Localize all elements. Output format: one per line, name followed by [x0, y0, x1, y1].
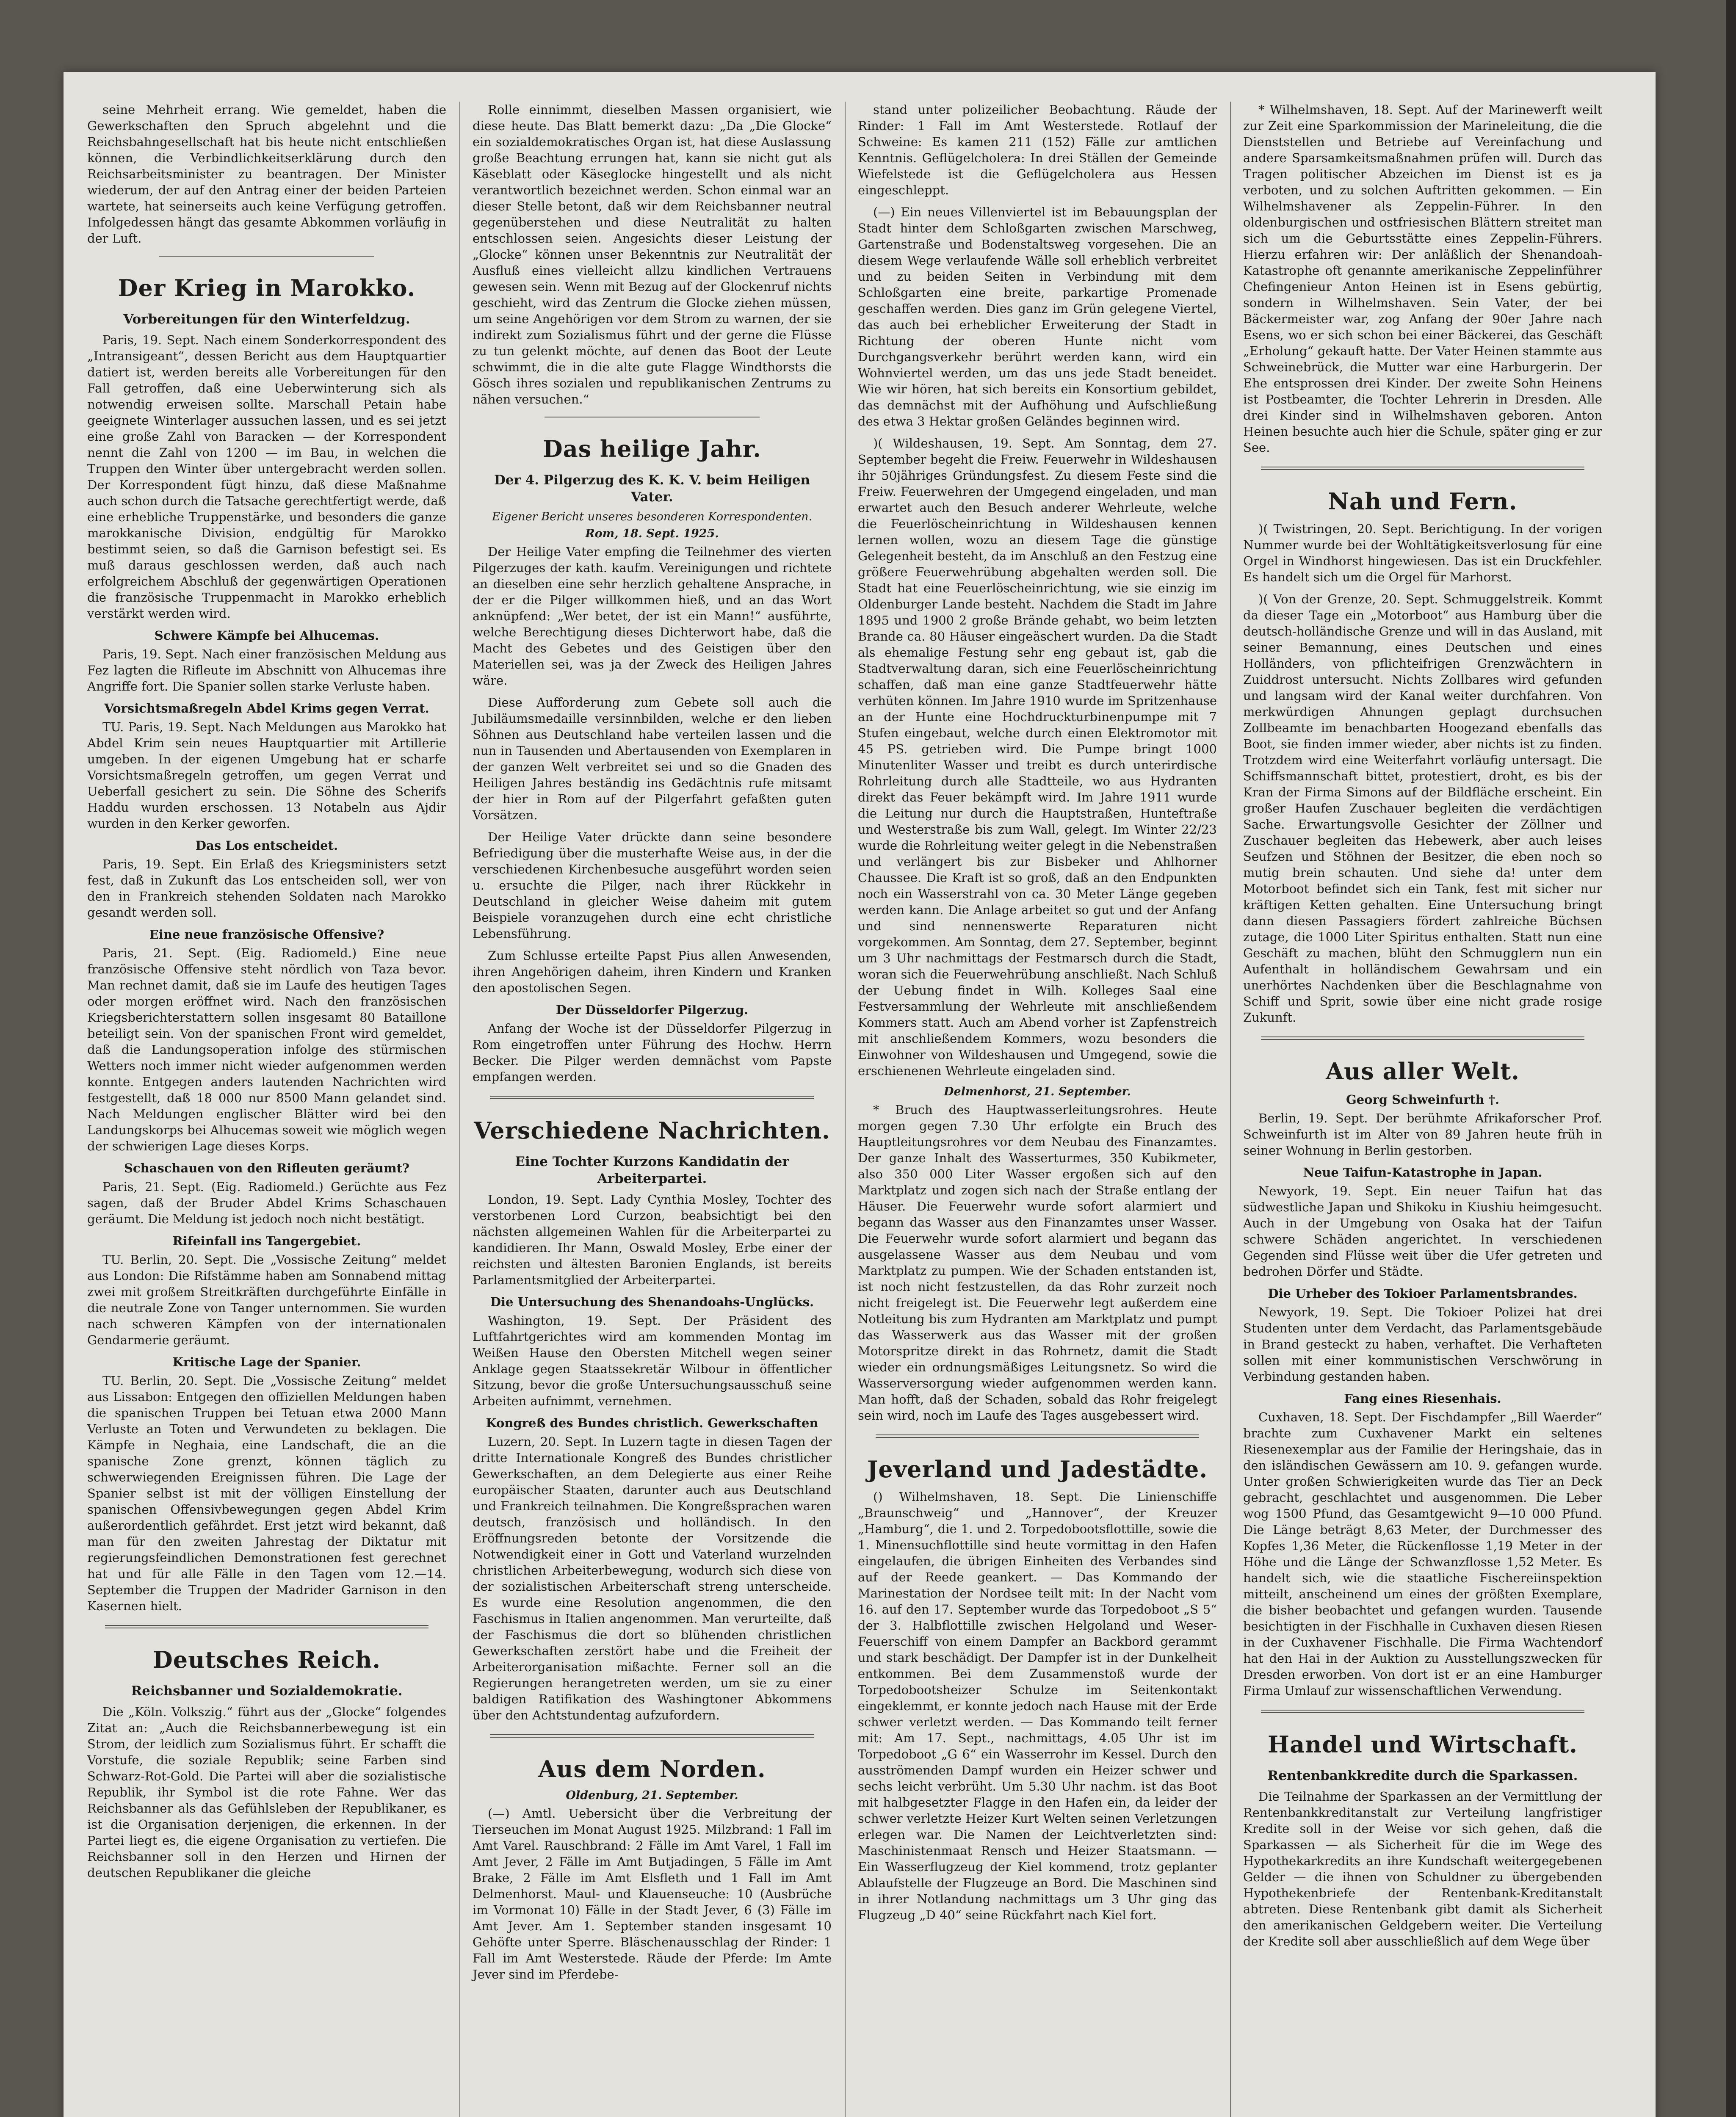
- article-headline: Rifeinfall ins Tangergebiet.: [172, 1234, 361, 1248]
- article-text: TU. Berlin, 20. Sept. Die „Vossische Zeitung“ meldet aus Lissabon: Entgegen den offiziellen Meldungen haben die spanischen Truppen bei Tetuan etwa 2000 Mann Verluste an Toten und Verwundeten zu beklagen. Die Kämpfe in Neghaia, eine Landschaft, die an die spanische Zone grenzt, können täglich zu schwerwiegenden Ereignissen führen. Die Lage der Spanier selbst ist mit der völligen Einstellung der spanischen Offensivbewegungen gegen Abdel Krim außerordentlich gefährdet. Erst jetzt wird bekannt, daß man für den zweiten Jahrestag der Diktatur mit regierungsfeindlichen Demonstrationen fest gerechnet hat und für alle Fälle in den Tagen vom 12.—14. September die Truppen der Madrider Garnison in den Kasernen hielt.: [87, 1374, 446, 1613]
- article-text: Newyork, 19. Sept. Die Tokioer Polizei hat drei Studenten unter dem Verdacht, das Parlamentsgebäude in Brand gesteckt zu haben, verhaftet. Die Verhafteten sollen mit einer kommunistischen Verschwörung in Verbindung gestanden haben.: [1243, 1305, 1602, 1384]
- article-text: TU. Paris, 19. Sept. Nach Meldungen aus Marokko hat Abdel Krim sein neues Hauptquartier mit Artillerie umgeben. In der eigenen Umgebung hat er scharfe Vorsichtsmaßregeln getroffen, um gegen Verrat und Ueberfall gesichert zu sein. Die Söhne des Scherifs Haddu wurden erschossen. 13 Notabeln aus Ajdir wurden in den Kerker geworfen.: [87, 720, 446, 831]
- article-headline: Die Untersuchung des Shenandoahs-Unglücks.: [490, 1295, 814, 1309]
- article-headline: Kongreß des Bundes christlich. Gewerkschaften: [486, 1416, 818, 1430]
- article-headline: Eine neue französische Offensive?: [149, 927, 384, 942]
- separator: [1261, 467, 1584, 470]
- article-text: Luzern, 20. Sept. In Luzern tagte in diesen Tagen der dritte Internationale Kongreß des Bundes christlicher Gewerkschaften, an dem Delegierte aus einer Reihe europäischer Staaten, darunter auch aus Deutschland und Frankreich teilnahmen. Die Kongreßsprachen waren deutsch, französisch und holländisch. In den Eröffnungsreden betonte der Vorsitzende die Notwendigkeit einer in Gott und Vaterland wurzelnden christlichen Arbeiterbewegung, wodurch sich diese von der sozialistischen Arbeiterschaft streng unterscheide. Es wurde eine Resolution angenommen, die den Faschismus in Italien angenommen. Man verurteilte, daß der Faschismus die dort so blühenden christlichen Gewerkschaften zerstört habe und die Freiheit der Arbeiterorganisation mißachte. Ferner soll an die Regierungen herangetreten werden, um sie zu einer baldigen Ratifikation des Washingtoner Abkommens über den Achtstundentag aufzufordern.: [473, 1434, 832, 1722]
- article-text: )( Von der Grenze, 20. Sept. Schmuggelstreik. Kommt da dieser Tage ein „Motorboot“ aus Hamburg über die deutsch-holländische Grenze und will in das Ausland, mit seiner Bemannung, eines Deutschen und eines Holländers, von pflichteifrigen Grenzwächtern in Zuiddrost untersucht. Nichts Zollbares wird gefunden und langsam wird der Kanal weiter durchfahren. Von merkwürdigen Ahnungen geplagt durchsuchen Zollbeamte im benachbarten Hoogezand ebenfalls das Boot, sie finden immer wieder, aber nichts ist zu finden. Trotzdem wird eine Weiterfahrt vorläufig untersagt. Die Schiffsmannschaft bittet, protestiert, droht, es bis der Kran der Firma Simons auf der Bildfläche erscheint. Ein großer Haufen Zuschauer begleiten die verdächtigen Sache. Erwartungsvolle Gesichter der Zöllner und Zuschauer begleiten das Hebewerk, aber auch leises Seufzen und Stöhnen der Besitzer, die eben noch so mutig brein schauten. Und siehe da! unter dem Motorboot befindet sich ein Tank, fest mit sicher nur kräftigen Ketten gehalten. Eine Untersuchung bringt dann diesen Passagiers fördert zahlreiche Büchsen zutage, die 1000 Liter Spiritus enthalten. Statt nun eine Geschäft zu machen, blüht den Schmugglern nun ein Aufenthalt in holländischem Gewahrsam und ein unerhörtes Nachdenken über die Beschlagnahme von Schiff und Sprit, sowie über eine nicht grade rosige Zukunft.: [1243, 592, 1602, 1025]
- section-heading: Aus dem Norden.: [538, 1755, 766, 1783]
- article-text: Newyork, 19. Sept. Ein neuer Taifun hat das südwestliche Japan und Shikoku in Kiushiu heimgesucht. Auch in der Umgebung von Osaka hat der Taifun schwere Schäden angerichtet. In verschiedenen Gegenden sind Flüsse weit über die Ufer getreten und bedrohen Dörfer und Städte.: [1243, 1184, 1602, 1279]
- article-text: Paris, 21. Sept. (Eig. Radiomeld.) Eine neue französische Offensive steht nördlich von Taza bevor. Man rechnet damit, daß sie im Laufe des heutigen Tages oder morgen eröffnet wird. Nach den französischen Kriegsberichterstattern sollen insgesamt 80 Bataillone beteiligt sein. Von der spanischen Front wird gemeldet, daß die Landungsoperation infolge des stürmischen Wetters noch immer nicht wieder aufgenommen werden konnte. Entgegen anders lautenden Nachrichten wird festgestellt, daß 18 000 nur 8500 Mann gelandet sind. Nach Meldungen englischer Blätter wird bei den Landungskorps bei Alhucemas soweit wie möglich wegen der schwierigen Lage dieses Korps.: [87, 946, 446, 1153]
- article-headline: Das Los entscheidet.: [195, 838, 338, 853]
- dateline: Rom, 18. Sept. 1925.: [585, 527, 719, 540]
- section-heading: Das heilige Jahr.: [542, 435, 762, 462]
- article-text: )( Wildeshausen, 19. Sept. Am Sonntag, dem 27. September begeht die Freiw. Feuerwehr in Wildeshausen ihr 50jähriges Gründungsfest. Zu diesem Feste sind die Freiw. Feuerwehren der Umgegend eingeladen, und man erwartet auch den Besuch anderer Wehrleute, welche die Feuerlöscheinrichtung in Wildeshausen kennen lernen wollen, wozu an diesem Tage die günstige Gelegenheit besteht, da im Anschluß an den Festzug eine größere Feuerwehrübung abgehalten werden soll. Die Stadt hat eine Feuerlöscheinrichtung, wie sie einzig im Oldenburger Lande besteht. Nachdem die Stadt im Jahre 1895 und 1900 2 große Brände gehabt, wo beim letzten Brande ca. 80 Häuser eingeäschert wurden. Da die Stadt als ehemalige Festung sehr eng gebaut ist, gab die Stadtverwaltung daran, sich eine Feuerlöscheinrichtung schaffen, daß man eine ganze Stadtfeuerwehr hätte verhüten können. Im Jahre 1910 wurde im Spritzenhause an der Hunte eine Hochdruckturbinenpumpe mit 7 Stufen eingebaut, welche durch einen Elektromotor mit 45 PS. getrieben wird. Die Pumpe bringt 1000 Minutenliter Wasser und treibt es durch unterirdische Rohrleitung durch alle Stadtteile, wo aus Hydranten direkt das Feuer bekämpft wird. Im Jahre 1911 wurde die Leitung nur durch die Hauptstraßen, Hunteftraße und Westerstraße bis zum Wall, gelegt. Im Winter 22/23 wurde die Rohrleitung weiter gelegt in die Nebenstraßen und verlängert bis zur Bisbeker und Ahlhorner Chaussee. Die Kraft ist so groß, daß an den Endpunkten noch ein Wasserstrahl von ca. 30 Meter Länge gegeben werden kann. Die Anlage arbeitet so gut und der Anfang und sind nennenswerte Reparaturen nicht vorgekommen. Am Sonntag, dem 27. September, beginnt um 3 Uhr nachmittags der Festmarsch durch die Stadt, woran sich die Feuerwehrübung anschließt. Nach Schluß der Uebung findet in Wilh. Kolleges Saal eine Festversammlung der Wehrleute mit anschließendem Kommers statt. Auch am Abend vorher ist Zapfenstreich mit anschließendem Kommers, wozu besonders die Einwohner von Wildeshausen und Umgegend, sowie die erschienenen Wehrleute eingeladen sind.: [858, 436, 1217, 1078]
- article-headline: Kritische Lage der Spanier.: [172, 1355, 361, 1369]
- newspaper-page: [64, 72, 1656, 2117]
- article-subline: Eigener Bericht unseres besonderen Korrespondenten.: [492, 510, 813, 523]
- column-rule: [459, 102, 460, 2117]
- article-text: * Wilhelmshaven, 18. Sept. Auf der Marinewerft weilt zur Zeit eine Sparkommission der Marineleitung, die die Dienststellen und Betriebe auf Vereinfachung und andere Sparsamkeitsmaßnahmen prüfen will. Durch das Tragen politischer Abzeichen im Dienst ist es ja verboten, und zu solchen Auftritten gekommen. — Ein Wilhelmshavener als Zeppelin-Führer. In den oldenburgischen und ostfriesischen Blättern streitet man sich um die Geburtsstätte eines Zeppelin-Führers. Hierzu erfahren wir: Der anläßlich der Shenandoah-Katastrophe oft genannte amerikanische Zeppelinführer Chefingenieur Anton Heinen ist in Esens gebürtig, sondern in Wilhelmshaven. Sein Vater, der bei Bäckermeister war, zog Anfang der 90er Jahre nach Esens, wo er sich schon bei einer Bäckerei, das Geschäft „Erholung“ gekauft hatte. Der Vater Heinen stammte aus Schweinebrück, die Mutter war eine Harburgerin. Der Ehe entsprossen drei Kinder. Der zweite Sohn Heinens ist Postbeamter, die Tochter Lehrerin in Dresden. Alle drei Kinder sind in Wilhelmshaven geboren. Anton Heinen besuchte auch hier die Schule, später ging er zur See.: [1243, 102, 1602, 455]
- article-text: London, 19. Sept. Lady Cynthia Mosley, Tochter des verstorbenen Lord Curzon, beabsichtigt bei den nächsten allgemeinen Wahlen für die Arbeiterpartei zu kandidieren. Ihr Mann, Oswald Mosley, Erbe einer der reichsten und ältesten Baronien Englands, ist bereits Parlamentsmitglied der Arbeiterpartei.: [473, 1192, 832, 1287]
- article-text: Rolle einnimmt, dieselben Massen organisiert, wie diese heute. Das Blatt bemerkt dazu: „Da „Die Glocke“ ein sozialdemokratisches Organ ist, hat diese Auslassung große Beachtung errungen hat, kann sie nicht gut als Käseblatt oder Käseglocke hingestellt und als nicht verantwortlich bezeichnet werden. Schon einmal war an dieser Stelle betont, daß wir dem Reichsbanner neutral gegenüberstehen und diese Neutralität zu halten entschlossen seien. Angesichts dieser Leistung der „Glocke“ können unser Bekenntnis zur Neutralität der Ausfluß eines vielleicht allzu kindlichen Vertrauens gewesen sein. Wenn mit Bezug auf der Glockenruf nichts geschieht, wird das Zentrum die Glocke ziehen müssen, um seine Angehörigen vor dem Strom zu warnen, der sie indirekt zum Sozialismus führt und der gerne die Flüsse zu tun gelenkt möchte, auf denen das Boot der Leute schwimmt, die in die alte gute Flagge Windthorsts die Gösch ihres sozialen und republikanischen Zentrums zu nähen versuchen.“: [473, 102, 832, 406]
- column-rule: [1230, 102, 1231, 2117]
- article-headline: Neue Taifun-Katastrophe in Japan.: [1303, 1165, 1542, 1180]
- column-2: [466, 102, 838, 2117]
- article-text: stand unter polizeilicher Beobachtung. Räude der Rinder: 1 Fall im Amt Westerstede. Rotlauf der Schweine: Es kamen 211 (152) Fälle zur amtlichen Kenntnis. Geflügelcholera: In drei Ställen der Gemeinde Wiefelstede ist die Geflügelcholera aus Hessen eingeschleppt.: [858, 102, 1217, 197]
- scan-edge: [1726, 0, 1736, 2117]
- separator: [159, 256, 375, 257]
- section-heading: Jeverland und Jadestädte.: [867, 1456, 1208, 1483]
- article-text: Zum Schlusse erteilte Papst Pius allen Anwesenden, ihren Angehörigen daheim, ihren Kindern und Kranken den apostolischen Segen.: [473, 948, 832, 995]
- section-heading: Handel und Wirtschaft.: [1268, 1731, 1578, 1758]
- article-headline: Der 4. Pilgerzug des K. K. V. beim Heiligen Vater.: [494, 473, 810, 505]
- article-headline: Schwere Kämpfe bei Alhucemas.: [154, 628, 379, 643]
- section-heading: Deutsches Reich.: [152, 1646, 381, 1673]
- article-headline: Georg Schweinfurth †.: [1346, 1092, 1500, 1107]
- column-rule: [845, 102, 846, 2117]
- article-text: Paris, 19. Sept. Nach einer französischen Meldung aus Fez lagten die Rifleute im Abschnitt von Alhucemas ihre Angriffe fort. Die Spanier sollen starke Verluste haben.: [87, 647, 446, 694]
- separator: [876, 1434, 1199, 1438]
- section-heading: Verschiedene Nachrichten.: [474, 1117, 830, 1144]
- article-headline: Rentenbankkredite durch die Sparkassen.: [1267, 1768, 1578, 1783]
- article-text: Paris, 19. Sept. Ein Erlaß des Kriegsministers setzt fest, daß in Zukunft das Los entscheiden soll, wer von den in Frankreich stehenden Soldaten nach Marokko gesandt werden soll.: [87, 857, 446, 920]
- column-1: [80, 102, 453, 2117]
- separator: [1261, 1036, 1584, 1040]
- separator: [490, 1096, 813, 1099]
- column-4: [1236, 102, 1609, 2117]
- separator: [1261, 1710, 1584, 1713]
- dateline: Delmenhorst, 21. September.: [944, 1085, 1131, 1098]
- section-heading: Nah und Fern.: [1328, 488, 1518, 515]
- article-text: seine Mehrheit errang. Wie gemeldet, haben die Gewerkschaften den Spruch abgelehnt und die Reichsbahngesellschaft hat bis heute nicht entschließen können, die Verbindlichkeitserklärung durch den Reichsarbeitsminister zu beantragen. Der Minister wiederum, der auf den Antrag einer der beiden Parteien wartete, hat seinerseits auch keine Verfügung getroffen. Infolgedessen hängt das gesamte Abkommen vorläufig in der Luft.: [87, 102, 446, 246]
- article-headline: Die Urheber des Tokioer Parlamentsbrandes.: [1268, 1286, 1578, 1301]
- article-text: Diese Aufforderung zum Gebete soll auch die Jubiläumsmedaille versinnbilden, welche er den lieben Söhnen aus Deutschland habe verteilen lassen und die nun in Tausenden und Abertausenden von Exemplaren in der ganzen Welt verbreitet sei und so die Gnaden des Heiligen Jahres beständig ins Gedächtnis rufe mitsamt der hier in Rom auf der Pilgerfahrt gefaßten guten Vorsätzen.: [473, 695, 832, 822]
- article-headline: Eine Tochter Kurzons Kandidatin der Arbeiterpartei.: [515, 1154, 789, 1186]
- article-text: Paris, 19. Sept. Nach einem Sonderkorrespondent des „Intransigeant“, dessen Bericht aus dem Hauptquartier datiert ist, werden bereits alle Vorbereitungen für den Fall getroffen, daß eine Ueberwinterung sich als notwendig erweisen sollte. Marschall Petain habe geeignete Winterlager aussuchen lassen, und es sei jetzt eine große Zahl von Baracken — der Korrespondent nennt die Zahl von 1200 — im Bau, in welchen die Truppen den Winter über untergebracht werden sollen. Der Korrespondent fügt hinzu, daß diese Maßnahme auch schon durch die Tatsache gerechtfertigt werde, daß eine erhebliche Truppenstärke, und besonders die ganze marokkanische Division, endgültig für Marokko bestimmt seien, so daß die Garnison befestigt sei. Es muß daraus geschlossen werden, daß auch nach erfolgreichem Abschluß der gegenwärtigen Operationen die französische Truppenmacht in Marokko erheblich verstärkt werden wird.: [87, 333, 446, 621]
- article-text: Die „Köln. Volkszig.“ führt aus der „Glocke“ folgendes Zitat an: „Auch die Reichsbannerbewegung ist ein Strom, der leidlich zum Sozialismus führt. Er schafft die Vorstufe, die soziale Republik; seine Farben sind Schwarz-Rot-Gold. Die Partei will aber die sozialistische Republik, ihr Symbol ist die rote Fahne. Wer das Reichsbanner als das Gefühlsleben der Republikaner, es ist die Organisation derjenigen, die erkennen. In der Partei liegt es, die eigene Organisation zu vertiefen. Die Reichsbanner soll in den Herzen und Hirnen der deutschen Republikaner die gleiche: [87, 1705, 446, 1880]
- article-headline: Fang eines Riesenhais.: [1344, 1391, 1501, 1406]
- article-headline: Reichsbanner und Sozialdemokratie.: [131, 1683, 403, 1699]
- article-text: )( Twistringen, 20. Sept. Berichtigung. In der vorigen Nummer wurde bei der Wohltätigkeitsverlosung für eine Orgel in Windhorst hingewiesen. Das ist ein Druckfehler. Es handelt sich um die Orgel für Marhorst.: [1243, 522, 1602, 584]
- article-headline: Vorsichtsmaßregeln Abdel Krims gegen Verrat.: [104, 701, 429, 716]
- article-headline: Schaschauen von den Rifleuten geräumt?: [124, 1161, 410, 1175]
- section-heading: Aus aller Welt.: [1326, 1058, 1520, 1085]
- article-text: Washington, 19. Sept. Der Präsident des Luftfahrtgerichtes wird am kommenden Montag im Weißen Hause den Obersten Mitchell wegen seiner Anklage gegen Staatssekretär Wilbour in öffentlicher Sitzung, bevor die große Untersuchungsausschuß seine Arbeiten aufnimmt, vernehmen.: [473, 1313, 832, 1408]
- separator: [490, 1734, 813, 1738]
- article-text: (—) Amtl. Uebersicht über die Verbreitung der Tierseuchen im Monat August 1925. Milzbrand: 1 Fall im Amt Varel. Rauschbrand: 2 Fälle im Amt Varel, 1 Fall im Amt Jever, 2 Fälle im Amt Butjadingen, 5 Fälle im Amt Brake, 2 Fälle im Amt Elsfleth und 1 Fall im Amt Delmenhorst. Maul- und Klauenseuche: 10 (Ausbrüche im Vormonat 10) Fälle in der Stadt Jever, 6 (3) Fälle im Amt Jever. Am 1. September standen insgesamt 10 Gehöfte unter Sperre. Bläschenausschlag der Rinder: 1 Fall im Amt Westerstede. Räude der Pferde: Im Amte Jever sind im Pferdebe-: [473, 1806, 832, 1982]
- article-text: Der Heilige Vater empfing die Teilnehmer des vierten Pilgerzuges der kath. kaufm. Vereinigungen und richtete an dieselben eine sehr herzlich gehaltene Ansprache, in der er die Pilger willkommen hieß, und an das Wort anknüpfend: „Wer betet, der ist ein Mann!“ ausführte, welche Berechtigung dieses Dichterwort habe, daß die Macht des Gebetes und des Geistigen über den Materiellen sei, was ja der Zweck des Heiligen Jahres wäre.: [473, 544, 832, 688]
- article-headline: Vorbereitungen für den Winterfeldzug.: [123, 312, 410, 327]
- article-text: Der Heilige Vater drückte dann seine besondere Befriedigung über die musterhafte Weise aus, in der die verschiedenen Kirchenbesuche ausgeführt worden seien u. ersuchte die Pilger, nach ihrer Rückkehr in Deutschland in gleicher Weise daheim mit gutem Beispiele voranzugehen durch eine echt christliche Lebensführung.: [473, 830, 832, 941]
- column-3: [851, 102, 1224, 2117]
- article-text: Berlin, 19. Sept. Der berühmte Afrikaforscher Prof. Schweinfurth ist im Alter von 89 Jahren heute früh in seiner Wohnung in Berlin gestorben.: [1243, 1111, 1602, 1158]
- article-text: () Wilhelmshaven, 18. Sept. Die Linienschiffe „Braunschweig“ und „Hannover“, der Kreuzer „Hamburg“, die 1. und 2. Torpedobootsflottille, sowie die 1. Minensuchflottille sind heute vormittag in den Hafen eingelaufen, die übrigen Einheiten des Verbandes sind auf der Reede geankert. — Das Kommando der Marinestation der Nordsee teilt mit: In der Nacht vom 16. auf den 17. September wurde das Torpedoboot „S 5“ der 3. Halbflottille zwischen Helgoland und Weser-Feuerschiff von einem Dampfer an Backbord gerammt und stark beschädigt. Der Dampfer ist in der Dunkelheit entkommen. Bei dem Zusammenstoß wurde der Torpedobootsheizer Schulze im Seitenkontakt eingeklemmt, er konnte jedoch nach Hause mit der Erde schwer verletzt werden. — Das Kommando teilt ferner mit: Am 17. Sept., nachmittags, 4.05 Uhr ist im Torpedoboot „G 6“ ein Wasserrohr im Kessel. Durch den ausströmenden Dampf wurden ein Heizer schwer und sechs leicht verbrüht. Um 5.30 Uhr nachm. ist das Boot mit halbgesetzter Flagge in den Hafen ein, da leider der schwer verletzte Heizer Kurt Welten seinen Verletzungen erlegen war. Die Namen der Leichtverletzten sind: Maschinistenmaat Rensch und Heizer Staatsmann. — Ein Wasserflugzeug der Kiel kommend, trotz geplanter Ablaufstelle der Flugzeuge an Bord. Die Maschinen sind in ihrer Notlandung nachmittags um 3 Uhr ging das Flugzeug „D 40“ seine Rückfahrt nach Kiel fort.: [858, 1490, 1217, 1922]
- dateline: Oldenburg, 21. September.: [566, 1789, 738, 1802]
- article-text: Paris, 21. Sept. (Eig. Radiomeld.) Gerüchte aus Fez sagen, daß der Bruder Abdel Krims Schaschauen geräumt. Die Meldung ist jedoch noch nicht bestätigt.: [87, 1180, 446, 1226]
- article-text: (—) Ein neues Villenviertel ist im Bebauungsplan der Stadt hinter dem Schloßgarten zwischen Marschweg, Gartenstraße und Bodenstaltsweg vorgesehen. Die an diesem Wege verlaufende Wälle soll erheblich verbreitet und zu beiden Seiten in Verbindung mit dem Schloßgarten eine breite, parkartige Promenade geschaffen werden. Dies ganz im Grün gelegene Viertel, das auch bei erheblicher Erweiterung der Stadt in Richtung der oberen Hunte nicht vom Durchgangsverkehr berührt werden kann, wird ein Wohnviertel werden, um das uns jede Stadt beneidet. Wie wir hören, hat sich bereits ein Konsortium gebildet, das demnächst mit der Aufhöhung und Aufschließung des etwa 3 Hektar großen Geländes beginnen wird.: [858, 205, 1217, 428]
- article-text: * Bruch des Hauptwasserleitungsrohres. Heute morgen gegen 7.30 Uhr erfolgte ein Bruch des Hauptleitungsrohres vor dem Neubau des Finanzamtes. Der ganze Inhalt des Wasserturmes, 350 Kubikmeter, also 350 000 Liter Wasser ergoßen sich auf den Marktplatz und zogen sich nach der Straße entlang der Häuser. Die Feuerwehr wurde sofort alarmiert und begann das Wasser aus den Finanzamtes unser Wasser. Die Feuerwehr wurde sofort alarmiert und begann das ausgelassene Wasser aus dem Neubau und vom Marktplatz zu pumpen. Wie der Schaden entstanden ist, ist noch nicht festzustellen, da das Rohr zurzeit noch nicht freigelegt ist. Die Feuerwehr legt außerdem eine Notleitung bis zum Hydranten am Marktplatz und pumpt das Wasserwerk aus das Wasser mit der großen Motorspritze direkt in das Rohrnetz, damit die Stadt wieder ein ordnungsmäßiges Leitungsnetz. So wird die Wasserversorgung wieder aufgenommen werden kann. Man hofft, daß der Schaden, sobald das Rohr freigelegt sein wird, noch im Laufe des Tages ausgebessert wird.: [858, 1103, 1217, 1423]
- article-text: TU. Berlin, 20. Sept. Die „Vossische Zeitung“ meldet aus London: Die Rifstämme haben am Sonnabend mittag zwei mit großem Streitkräften durchgeführte Einfälle in die neutrale Zone von Tanger unternommen. Sie wurden nach schweren Kämpfen von der internationalen Gendarmerie geräumt.: [87, 1252, 446, 1347]
- article-headline: Der Düsseldorfer Pilgerzug.: [556, 1003, 749, 1017]
- article-text: Anfang der Woche ist der Düsseldorfer Pilgerzug in Rom eingetroffen unter Führung des Hochw. Herrn Becker. Die Pilger werden demnächst vom Papste empfangen werden.: [473, 1021, 832, 1084]
- article-text: Die Teilnahme der Sparkassen an der Vermittlung der Rentenbankkreditanstalt zur Verteilung langfristiger Kredite soll in der Weise vor sich gehen, daß die Sparkassen — als Sicherheit für die im Wege des Hypothekarkredits an ihre Kundschaft weitergegebenen Gelder — die ihnen von Schuldner zu übergebenden Hypothekenbriefe der Rentenbank-Kreditanstalt abtreten. Diese Rentenbank gibt damit als Sicherheit den amerikanischen Geldgebern weiter. Die Verteilung der Kredite soll aber ausschließlich auf dem Wege über: [1243, 1789, 1602, 1948]
- section-heading: Der Krieg in Marokko.: [118, 274, 416, 301]
- article-text: Cuxhaven, 18. Sept. Der Fischdampfer „Bill Waerder“ brachte zum Cuxhavener Markt ein seltenes Riesenexemplar aus der Familie der Heringshaie, das in den isländischen Gewässern am 10. 9. gefangen wurde. Unter großen Schwierigkeiten wurde das Tier an Deck gebracht, geschlachtet und ausgenommen. Die Leber wog 1500 Pfund, das Gesamtgewicht 9—10 000 Pfund. Die Länge beträgt 8,63 Meter, der Durchmesser des Kopfes 1,36 Meter, die Rückenflosse 1,19 Meter in der Höhe und die Länge der Schwanzflosse 1,52 Meter. Es handelt sich, wie die staatliche Fischereiinspektion mitteilt, anscheinend um eines der größten Exemplare, die bisher beobachtet und gefangen wurden. Tausende besichtigten in der Fischhalle in Cuxhaven diesen Riesen in der Cuxhavener Fischhalle. Die Firma Wachtendorf hat den Hai in der Auktion zu Ausstellungszwecken für Dresden erworben. Von dort ist er an eine Hamburger Firma Umlauf zur wissenschaftlichen Verwendung.: [1243, 1410, 1602, 1698]
- separator: [105, 1625, 428, 1628]
